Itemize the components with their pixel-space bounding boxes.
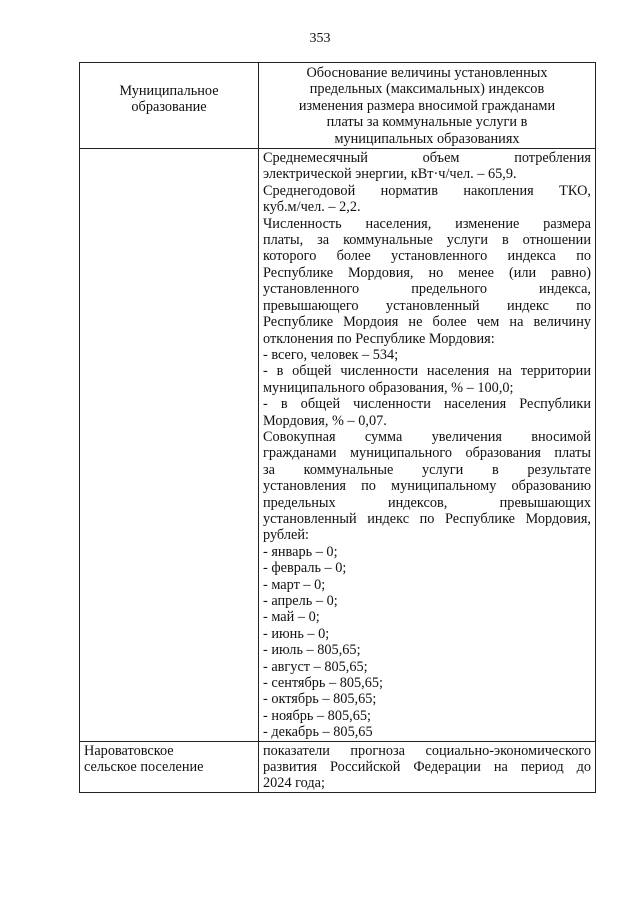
header-justification-line: предельных (максимальных) индексов (309, 81, 545, 98)
text-line: Республике Мордовия, но менее (или равно) (263, 264, 591, 281)
text-line: за коммунальные услуги в результате (263, 461, 591, 478)
text-line: - июль – 805,65; (263, 642, 361, 659)
text-line: Республике Мордоия не более чем на величину (263, 314, 591, 331)
text-line: - апрель – 0; (263, 593, 338, 609)
header-justification-line: Обоснование величины установленных (306, 65, 548, 81)
header-justification-line: платы за коммунальные услуги в (326, 114, 528, 131)
text-line: - декабрь – 805,65 (263, 724, 373, 741)
indices-table (79, 62, 596, 793)
text-line: Численность населения, изменение размера (263, 215, 591, 232)
municipality-cell (80, 149, 259, 742)
header-justification-line: изменения размера вносимой гражданами (298, 97, 556, 114)
text-line: - июнь – 0; (263, 625, 330, 642)
text-line: - март – 0; (263, 576, 326, 593)
municipality-name-line: Нароватовское (84, 742, 174, 759)
municipality-cell (80, 741, 259, 792)
text-line: установленный индекс по Республике Мордовия, (263, 510, 591, 527)
header-justification-line: муниципальных образованиях (334, 130, 520, 147)
text-line: - в общей численности населения на территории (263, 363, 591, 380)
text-line: муниципального образования, % – 100,0; (263, 379, 514, 396)
municipality-name-line: сельское поселение (84, 759, 204, 776)
text-line: куб.м/чел. – 2,2. (263, 199, 361, 216)
text-line: установленного предельного индекса, (263, 281, 591, 298)
text-line: превышающего установленный индекс по (263, 297, 591, 314)
text-line: установления по муниципальному образованию (263, 478, 591, 495)
text-line: гражданами муниципального образования платы (263, 445, 591, 462)
text-line: развития Российской Федерации на период до (263, 759, 591, 776)
text-line: рублей: (263, 527, 309, 544)
text-line: предельных индексов, превышающих (263, 494, 591, 511)
text-line: которого более установленного индекса по (263, 248, 591, 265)
text-line: - май – 0; (263, 609, 320, 626)
header-justification (259, 63, 596, 149)
text-line: Среднемесячный объем потребления (263, 150, 591, 167)
text-line: - август – 805,65; (263, 658, 368, 675)
text-line: показатели прогноза социально-экономического (263, 742, 591, 759)
header-municipality (80, 63, 259, 149)
text-line: отклонения по Республике Мордовия: (263, 330, 495, 347)
header-municipality-line: Муниципальное (119, 83, 219, 99)
text-line: - всего, человек – 534; (263, 346, 399, 363)
text-line: платы, за коммунальные услуги в отношении (263, 232, 591, 249)
table-row (80, 741, 596, 792)
table-row (80, 149, 596, 742)
text-line: 2024 года; (263, 775, 326, 792)
text-line: - январь – 0; (263, 543, 338, 560)
text-line: Мордовия, % – 0,07. (263, 412, 387, 429)
text-line: - октябрь – 805,65; (263, 691, 377, 708)
text-line: электрической энергии, кВт·ч/чел. – 65,9. (263, 166, 517, 183)
header-municipality-line: образование (131, 99, 207, 116)
page-number: 353 (309, 31, 331, 46)
table-header-row (80, 63, 596, 149)
text-line: - сентябрь – 805,65; (263, 675, 384, 692)
justification-cell (259, 741, 596, 792)
text-line: - ноябрь – 805,65; (263, 707, 371, 724)
justification-cell (259, 149, 596, 742)
text-line: - февраль – 0; (263, 560, 347, 577)
text-line: Среднегодовой норматив накопления ТКО, (263, 182, 591, 199)
text-line: Совокупная сумма увеличения вносимой (263, 428, 591, 445)
text-line: - в общей численности населения Республики (263, 396, 591, 413)
